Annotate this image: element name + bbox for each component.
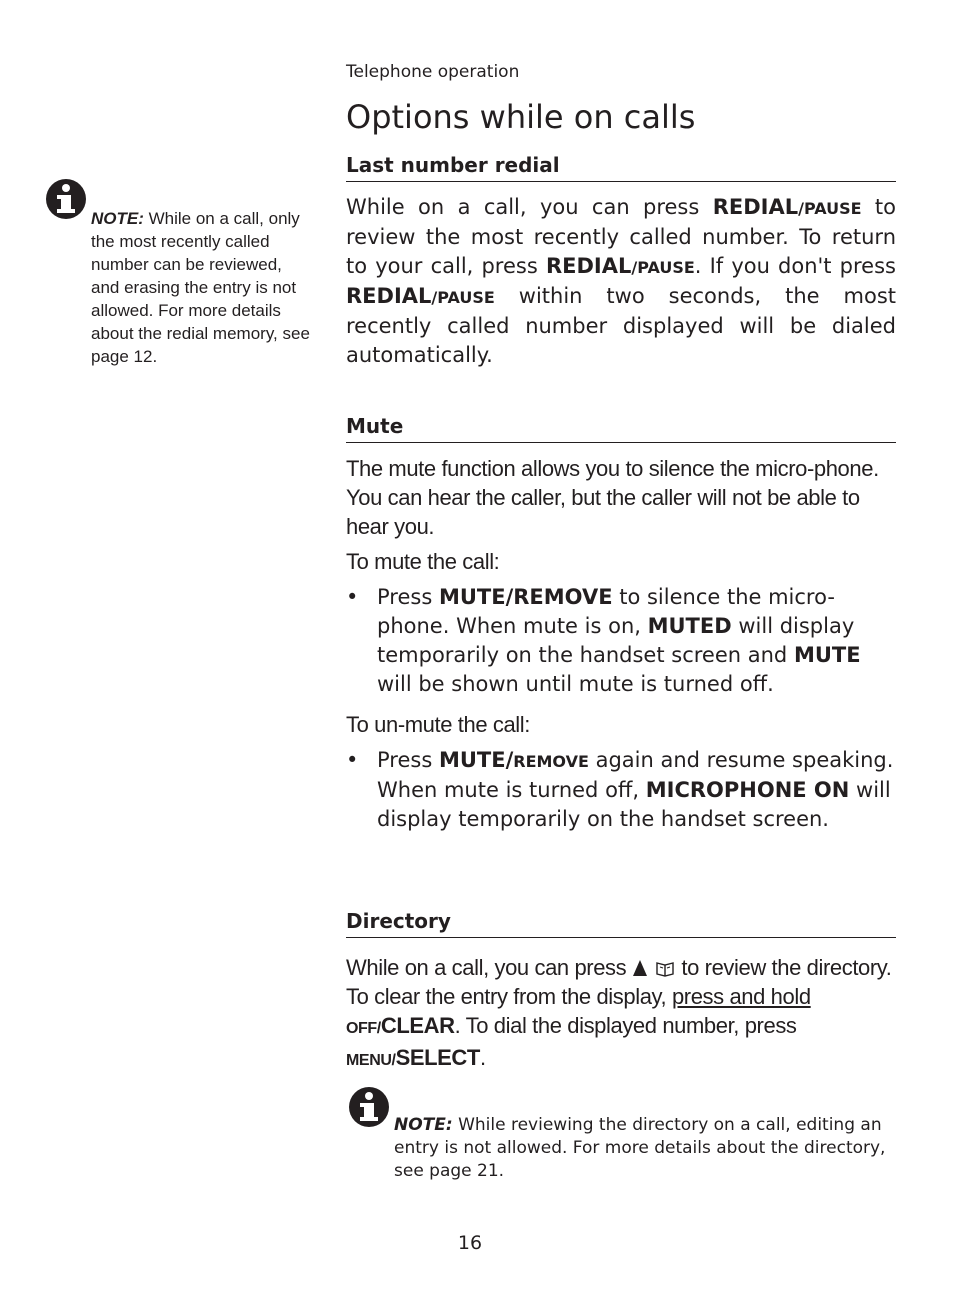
list-item [346, 746, 896, 866]
mute-instruction-label: To mute the call: [346, 549, 500, 574]
bullet: • [346, 585, 359, 609]
bullet: • [346, 748, 359, 772]
directory-paragraph: While on a call, you can press to review the directory. To clear the entry from the display, press and hold OFF/CLEAR. To dial the displayed number, press MENU/SELECT. [346, 955, 892, 1070]
section-heading-mute: Mute [346, 414, 896, 443]
section-heading-directory: Directory [346, 909, 896, 938]
mute-intro: The mute function allows you to silence the micro-phone. You can hear the caller, but the caller will not be able to hear you. [346, 456, 879, 539]
note-label: NOTE: [394, 1115, 453, 1135]
last-redial-paragraph: While on a call, you can press REDIAL/PAUSE to review the most recently called number. To return to your call, press REDIAL/PAUSE. If you don't press REDIAL/PAUSE within two seconds, the most recently called number displayed will be dialed automatically. [346, 195, 896, 367]
directory-book-icon [654, 959, 676, 977]
section-label: Telephone operation [346, 62, 520, 82]
list-item [346, 583, 896, 703]
page-title: Options while on calls [346, 98, 696, 136]
bottom-note [394, 1114, 896, 1183]
bullet-text: Press MUTE/REMOVE to silence the micro-phone. When mute is on, MUTED will display temporarily on the handset screen and MUTE will be shown until mute is turned off. [377, 585, 861, 696]
page-number: 16 [457, 1232, 483, 1254]
up-arrow-icon [632, 959, 648, 977]
unmute-instruction-label: To un-mute the call: [346, 712, 530, 737]
bullet-text: Press MUTE/REMOVE again and resume speaking. When mute is turned off, MICROPHONE ON will display temporarily on the handset screen. [377, 748, 894, 831]
info-icon [45, 178, 87, 220]
note-text: While on a call, only the most recently called number can be reviewed, and erasing the entry is not allowed. For more details about the redial memory, see page 12. [91, 209, 310, 366]
section-heading-last-redial: Last number redial [346, 153, 896, 182]
note-label: NOTE: [91, 209, 144, 228]
side-note [91, 207, 311, 368]
note-text: While reviewing the directory on a call, editing an entry is not allowed. For more details about the directory, see page 21. [394, 1115, 886, 1181]
info-icon [348, 1086, 390, 1128]
